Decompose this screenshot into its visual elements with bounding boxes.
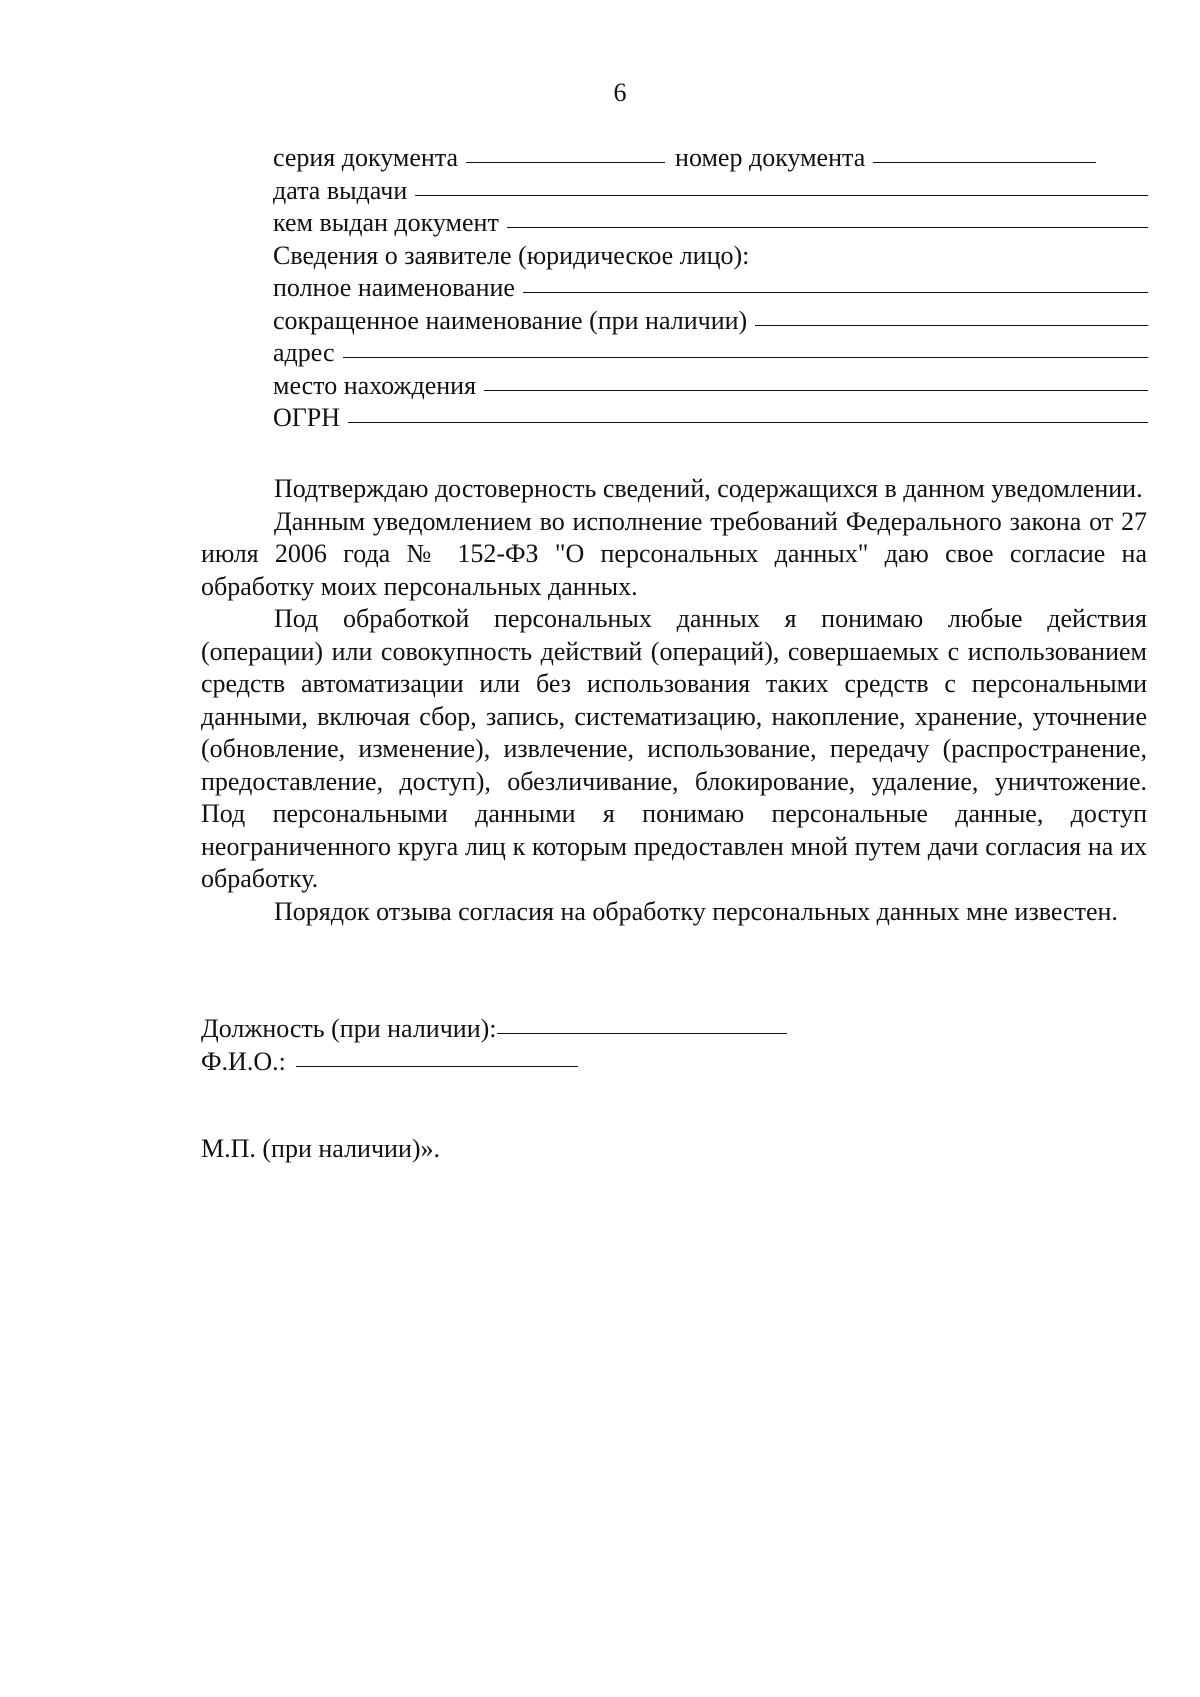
position-row: [201, 1012, 787, 1045]
address-field[interactable]: [343, 357, 1149, 358]
stamp-note: М.П. (при наличии)».: [201, 1134, 441, 1163]
document-series-number-row: [273, 142, 1148, 175]
address-label: адрес: [273, 338, 335, 367]
short-name-field[interactable]: [755, 325, 1148, 326]
issue-date-row: [273, 175, 1148, 208]
legal-entity-header-row: [273, 240, 1148, 273]
short-name-label: сокращенное наименование (при наличии): [273, 305, 748, 335]
fio-label: Ф.И.О.:: [201, 1047, 286, 1076]
full-name-label: полное наименование: [273, 273, 515, 302]
processing-definition-paragraph: Под обработкой персональных данных я понимаю любые действия (операции) или совокупность действий (операций), совершаемых с использованием средств автоматизации или без использования таких средств с персональными данными, включая сбор, запись, систематизацию, накопление, хранение, уточнение (обновление, изменение), извлечение, использование, передачу (распространение, предоставление, доступ), обезличивание, блокирование, удаление, уничтожение. Под персональными данными я понимаю персональные данные, доступ неограниченного круга лиц к которым предоставлен мной путем дачи согласия на их обработку.: [201, 604, 1147, 893]
consent-paragraph: Данным уведомлением во исполнение требований Федерального закона от 27 июля 2006 года № 152-ФЗ "О персональных данных" даю свое согласие на обработку моих персональных данных.: [201, 506, 1147, 601]
full-name-row: [273, 272, 1148, 305]
location-row: [273, 370, 1148, 403]
series-field[interactable]: [466, 162, 665, 163]
fio-row: [201, 1045, 787, 1078]
revocation-paragraph: Порядок отзыва согласия на обработку персональных данных мне известен.: [274, 896, 1118, 926]
issued-by-field[interactable]: [507, 227, 1148, 228]
number-field[interactable]: [873, 162, 1096, 163]
issue-date-label: дата выдачи: [273, 175, 408, 205]
issued-by-label: кем выдан документ: [273, 208, 499, 237]
full-name-field[interactable]: [523, 292, 1148, 293]
issue-date-field[interactable]: [415, 195, 1148, 196]
number-label: номер документа: [675, 143, 866, 172]
confirmation-paragraph: Подтверждаю достоверность сведений, содержащихся в данном уведомлении.: [274, 474, 1143, 503]
fio-field[interactable]: [296, 1066, 578, 1067]
position-label: Должность (при наличии):: [201, 1014, 497, 1043]
applicant-form: [273, 142, 1148, 435]
location-label: место нахождения: [273, 370, 477, 400]
issued-by-row: [273, 207, 1148, 240]
page-number: 6: [613, 78, 627, 107]
location-field[interactable]: [484, 390, 1148, 391]
position-field[interactable]: [497, 1033, 787, 1034]
series-label: серия документа: [273, 143, 459, 172]
ogrn-field[interactable]: [348, 422, 1148, 423]
signature-block: [201, 1012, 787, 1078]
consent-text: [201, 473, 1147, 928]
legal-entity-header: Сведения о заявителе (юридическое лицо):: [273, 240, 750, 270]
ogrn-label: ОГРН: [273, 403, 341, 432]
address-row: [273, 337, 1148, 370]
short-name-row: [273, 305, 1148, 338]
ogrn-row: [273, 402, 1148, 435]
